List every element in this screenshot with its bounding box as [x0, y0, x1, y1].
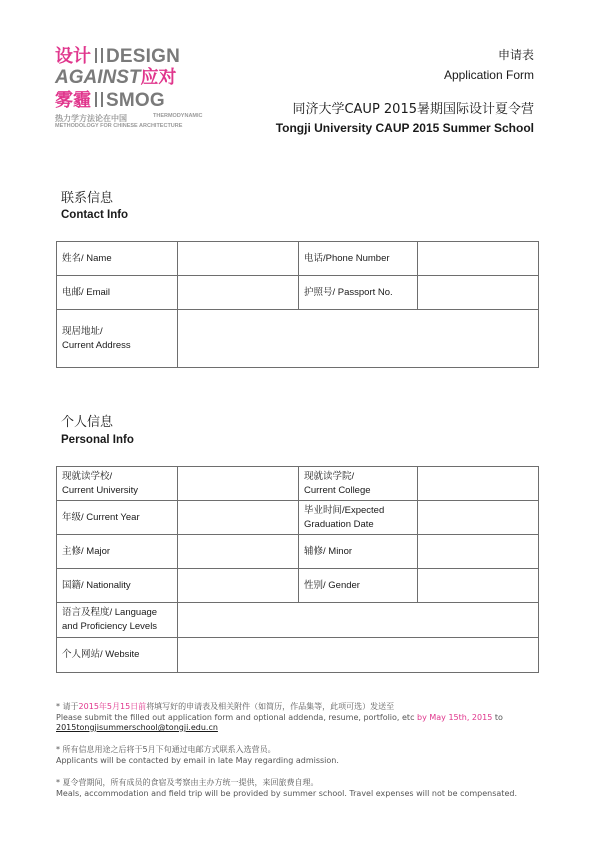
personal-info-table [56, 466, 539, 673]
address-label-cn: 现居地址/ [62, 325, 103, 337]
note-line-en: Meals, accommodation and field trip will be provided by summer school. Travel expenses will not be compensated. [56, 788, 517, 798]
note-text: Please submit the filled out application form and optional addenda, resume, portfolio, etc [56, 712, 418, 722]
table-row [57, 467, 539, 501]
personal-section-title-cn: 个人信息 [61, 415, 114, 430]
label-line: Graduation Date [304, 518, 374, 530]
table-row [57, 535, 539, 569]
university-label [57, 467, 178, 501]
table-row [57, 638, 539, 673]
major-field[interactable] [178, 535, 299, 569]
personal-section-title-en: Personal Info [61, 434, 134, 446]
deadline-cn: 2015年5月15日前 [78, 702, 147, 711]
note-text: 将填写好的申请表及相关附件（如简历，作品集等，此项可选）发送至 [146, 702, 395, 711]
table-row [57, 242, 539, 276]
note-expenses [56, 778, 546, 799]
table-row [57, 501, 539, 535]
passport-field[interactable] [418, 276, 539, 310]
form-title-en: Application Form [443, 68, 534, 82]
label-line: 毕业时间/Expected [304, 504, 385, 516]
address-label [57, 310, 178, 368]
form-title-cn: 申请表 [497, 48, 534, 62]
graduation-date-label [299, 501, 418, 535]
logo-bars-icon [95, 48, 103, 63]
logo-tagline-cn: 热力学方法论在中国 [55, 114, 127, 123]
minor-label: 辅修/ Minor [299, 535, 418, 569]
contact-section-title-en: Contact Info [61, 209, 129, 221]
graduation-date-field[interactable] [418, 501, 539, 535]
table-row [57, 276, 539, 310]
passport-label: 护照号/ Passport No. [299, 276, 418, 310]
logo-row-1 [55, 47, 180, 66]
label-line: 现就读学校/ [62, 470, 113, 482]
language-label [57, 603, 178, 638]
table-row [57, 603, 539, 638]
note-line-email [56, 723, 546, 734]
website-field[interactable] [178, 638, 539, 673]
design-against-smog-logo [55, 45, 215, 140]
logo-row-3 [55, 91, 165, 110]
logo-row-2 [55, 68, 177, 87]
year-label: 年级/ Current Year [57, 501, 178, 535]
logo-text: SMOG [106, 90, 165, 111]
phone-label: 电话/Phone Number [299, 242, 418, 276]
label-line: 现就读学院/ [304, 470, 355, 482]
contact-info-table [56, 241, 539, 368]
phone-field[interactable] [418, 242, 539, 276]
table-row [57, 569, 539, 603]
major-label: 主修/ Major [57, 535, 178, 569]
deadline-en: by May 15th, 2015 [417, 712, 493, 722]
college-field[interactable] [418, 467, 539, 501]
name-field[interactable] [178, 242, 299, 276]
name-label: 姓名/ Name [57, 242, 178, 276]
logo-text: DESIGN [106, 46, 181, 67]
note-text: to [492, 712, 503, 722]
note-line-cn [56, 702, 546, 713]
label-line: Current University [62, 484, 139, 496]
minor-field[interactable] [418, 535, 539, 569]
logo-bars-icon [95, 92, 103, 107]
note-line-cn: * 所有信息用途之后将于5月下旬通过电邮方式联系入选营员。 [56, 745, 276, 754]
email-label: 电邮/ Email [57, 276, 178, 310]
college-label [299, 467, 418, 501]
gender-field[interactable] [418, 569, 539, 603]
nationality-field[interactable] [178, 569, 299, 603]
label-line: 语言及程度/ Language [62, 607, 158, 618]
university-field[interactable] [178, 467, 299, 501]
note-submission [56, 702, 546, 734]
logo-text: 设计 [55, 46, 91, 67]
contact-section-title-cn: 联系信息 [61, 191, 114, 206]
program-title-en: Tongji University CAUP 2015 Summer School [275, 121, 534, 135]
website-label: 个人网站/ Website [57, 638, 178, 673]
logo-text: 应对 [140, 67, 177, 88]
note-line-en [56, 713, 546, 724]
logo-tagline-en: THERMODYNAMIC [153, 113, 203, 119]
gender-label: 性别/ Gender [299, 569, 418, 603]
note-admission [56, 745, 546, 766]
submission-email-link[interactable]: 2015tongjisummerschool@tongji.edu.cn [56, 723, 218, 732]
logo-tagline-en: METHODOLOGY FOR CHINESE ARCHITECTURE [55, 123, 183, 129]
nationality-label: 国籍/ Nationality [57, 569, 178, 603]
logo-text: AGAINST [55, 67, 141, 88]
logo-text: 雾霾 [55, 90, 91, 111]
note-line-en: Applicants will be contacted by email in late May regarding admission. [56, 755, 339, 765]
program-title-cn: 同济大学CAUP 2015暑期国际设计夏令营 [292, 102, 534, 117]
address-field[interactable] [178, 310, 539, 368]
email-field[interactable] [178, 276, 299, 310]
year-field[interactable] [178, 501, 299, 535]
label-line: Current College [304, 484, 371, 496]
table-row [57, 310, 539, 368]
note-text: * 请于 [56, 702, 79, 711]
note-line-cn: * 夏令营期间，所有成员的食宿及考察由主办方统一提供，来回旅费自理。 [56, 778, 319, 787]
address-label-en: Current Address [62, 339, 131, 351]
label-line: and Proficiency Levels [62, 621, 158, 632]
language-field[interactable] [178, 603, 539, 638]
